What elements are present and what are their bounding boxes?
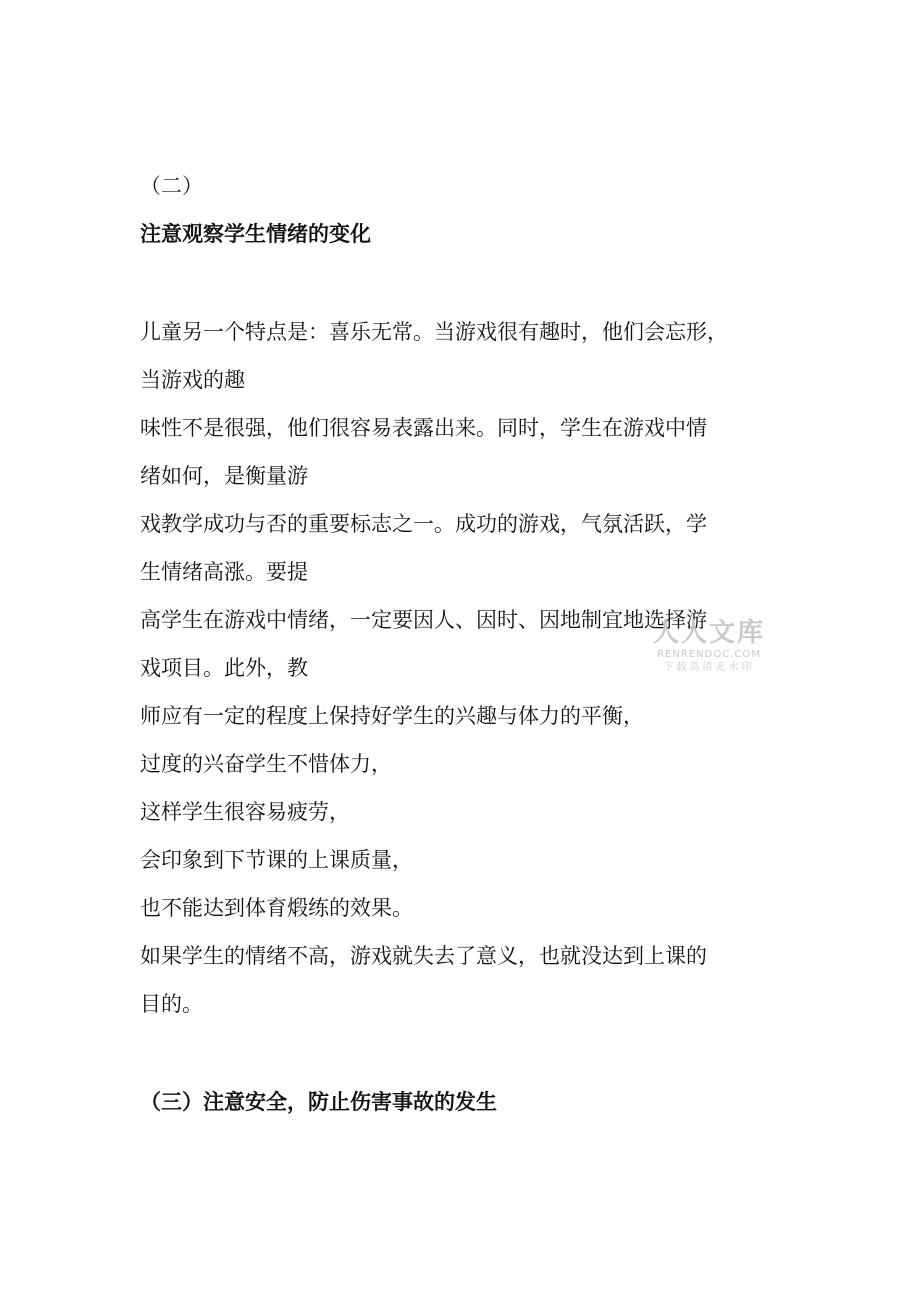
- paragraph-line: 师应有一定的程度上保持好学生的兴趣与体力的平衡，: [140, 704, 644, 728]
- paragraph-line: 儿童另一个特点是：喜乐无常。当游戏很有趣时，他们会忘形，: [140, 320, 728, 344]
- watermark-slogan: 下载高清无水印: [663, 662, 755, 673]
- paragraph-line: 生情绪高涨。要提: [140, 560, 308, 584]
- watermark-domain: RENRENDOC.COM: [657, 649, 761, 660]
- paragraph-line: 这样学生很容易疲劳，: [140, 800, 350, 824]
- section-2-label: （二）: [140, 174, 203, 198]
- paragraph-line: 戏项目。此外，教: [140, 656, 308, 680]
- paragraph-line: 过度的兴奋学生不惜体力，: [140, 752, 392, 776]
- paragraph-line: 高学生在游戏中情绪，一定要因人、因时、因地制宜地选择游: [140, 608, 707, 632]
- watermark-logo: [646, 618, 772, 682]
- paragraph-line: 目的。: [140, 992, 203, 1016]
- paragraph-line: 也不能达到体育煅练的效果。: [140, 896, 413, 920]
- paragraph-line: 当游戏的趣: [140, 368, 245, 392]
- watermark-title: 人人文库: [652, 618, 765, 648]
- paragraph-line: 戏教学成功与否的重要标志之一。成功的游戏，气氛活跃，学: [140, 512, 707, 536]
- section-2-heading: 注意观察学生情绪的变化: [140, 221, 371, 246]
- paragraph-line: 会印象到下节课的上课质量，: [140, 848, 413, 872]
- paragraph-line: 如果学生的情绪不高，游戏就失去了意义，也就没达到上课的: [140, 944, 707, 968]
- section-3-heading: （三）注意安全，防止伤害事故的发生: [140, 1089, 497, 1114]
- paragraph-line: 绪如何，是衡量游: [140, 464, 308, 488]
- paragraph-line: 味性不是很强，他们很容易表露出来。同时，学生在游戏中情: [140, 416, 707, 440]
